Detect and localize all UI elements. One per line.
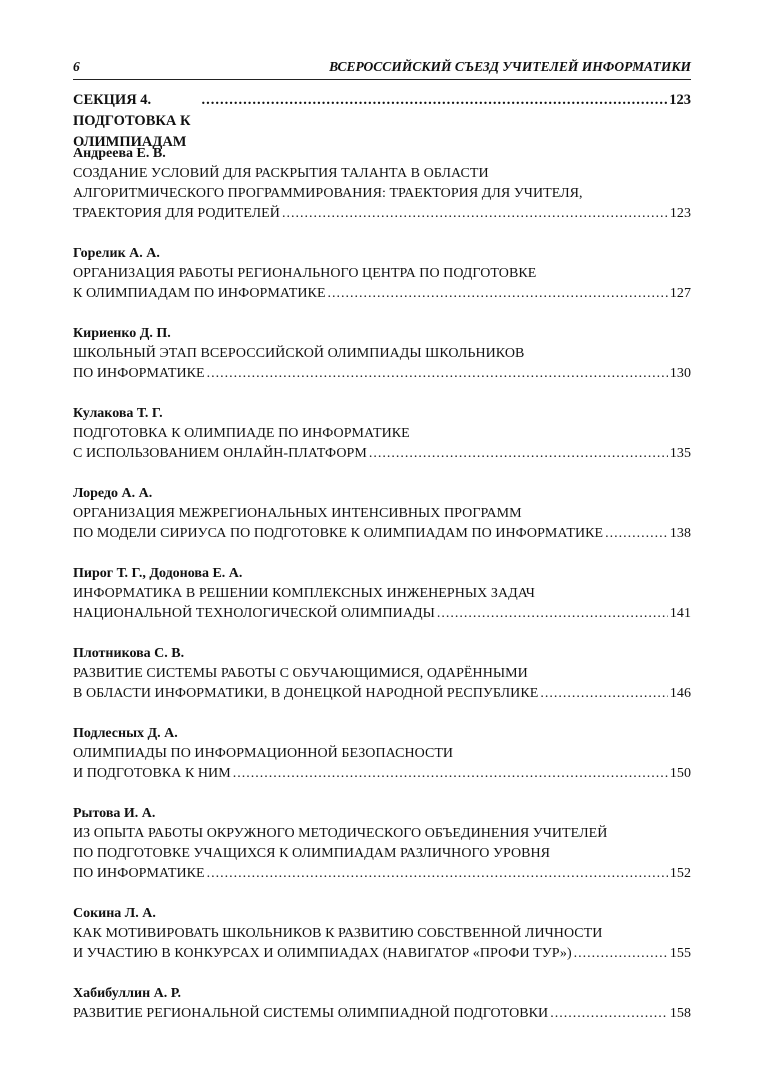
entry-title-text: РАЗВИТИЕ РЕГИОНАЛЬНОЙ СИСТЕМЫ ОЛИМПИАДНОЙ ПОДГОТОВКИ	[73, 1006, 549, 1021]
leader-dots	[282, 204, 668, 224]
section-heading	[73, 90, 691, 150]
leader-dots	[369, 444, 668, 464]
entry-author: Горелик А. А.	[73, 246, 160, 261]
leader-dots	[233, 764, 668, 784]
entry-title-line: ИЗ ОПЫТА РАБОТЫ ОКРУЖНОГО МЕТОДИЧЕСКОГО ОБЪЕДИНЕНИЯ УЧИТЕЛЕЙ	[73, 826, 608, 841]
entry-page: 158	[669, 1006, 691, 1021]
toc-entry	[73, 804, 691, 884]
entry-title-line: ИНФОРМАТИКА В РЕШЕНИИ КОМПЛЕКСНЫХ ИНЖЕНЕРНЫХ ЗАДАЧ	[73, 586, 535, 601]
entry-title-text: ПО ИНФОРМАТИКЕ	[73, 866, 205, 881]
leader-dots	[207, 364, 668, 384]
entry-title-text: НАЦИОНАЛЬНОЙ ТЕХНОЛОГИЧЕСКОЙ ОЛИМПИАДЫ	[73, 606, 435, 621]
entry-page: 155	[669, 946, 691, 961]
toc-entry	[73, 144, 691, 224]
section-page: 123	[669, 92, 691, 108]
entry-title-text: В ОБЛАСТИ ИНФОРМАТИКИ, В ДОНЕЦКОЙ НАРОДНОЙ РЕСПУБЛИКЕ	[73, 686, 539, 701]
entry-page: 138	[669, 526, 691, 541]
table-of-contents	[73, 90, 691, 1024]
entry-title-text: С ИСПОЛЬЗОВАНИЕМ ОНЛАЙН-ПЛАТФОРМ	[73, 446, 367, 461]
leader-dots	[207, 864, 668, 884]
running-header	[73, 59, 691, 79]
toc-entries	[73, 144, 691, 1024]
entry-page: 152	[669, 866, 691, 881]
section-title: СЕКЦИЯ 4. ПОДГОТОВКА К ОЛИМПИАДАМ	[73, 92, 191, 150]
toc-entry	[73, 484, 691, 544]
entry-title-last-line	[73, 364, 691, 384]
leader-dots	[605, 524, 668, 544]
entry-author: Хабибуллин А. Р.	[73, 986, 182, 1001]
entry-title-last-line	[73, 284, 691, 304]
entry-title-last-line	[73, 444, 691, 464]
toc-entry	[73, 724, 691, 784]
header-title: ВСЕРОССИЙСКИЙ СЪЕЗД УЧИТЕЛЕЙ ИНФОРМАТИКИ	[329, 59, 691, 74]
entry-page: 141	[669, 606, 691, 621]
entry-title-line: ОЛИМПИАДЫ ПО ИНФОРМАЦИОННОЙ БЕЗОПАСНОСТИ	[73, 746, 454, 761]
entry-author: Плотникова С. В.	[73, 646, 185, 661]
leader-dots	[574, 944, 668, 964]
entry-author: Кулакова Т. Г.	[73, 406, 163, 421]
entry-title-line: ОРГАНИЗАЦИЯ МЕЖРЕГИОНАЛЬНЫХ ИНТЕНСИВНЫХ ПРОГРАММ	[73, 506, 522, 521]
entry-author: Лоредо А. А.	[73, 486, 153, 501]
entry-title-text: ПО ИНФОРМАТИКЕ	[73, 366, 205, 381]
entry-title-line: ШКОЛЬНЫЙ ЭТАП ВСЕРОССИЙСКОЙ ОЛИМПИАДЫ ШКОЛЬНИКОВ	[73, 346, 525, 361]
entry-author: Сокина Л. А.	[73, 906, 156, 921]
entry-title-last-line	[73, 944, 691, 964]
entry-title-last-line	[73, 524, 691, 544]
toc-entry	[73, 904, 691, 964]
entry-title-text: И УЧАСТИЮ В КОНКУРСАХ И ОЛИМПИАДАХ (НАВИГАТОР «ПРОФИ ТУР»)	[73, 946, 572, 961]
entry-title-line: КАК МОТИВИРОВАТЬ ШКОЛЬНИКОВ К РАЗВИТИЮ СОБСТВЕННОЙ ЛИЧНОСТИ	[73, 926, 603, 941]
entry-title-line: ОРГАНИЗАЦИЯ РАБОТЫ РЕГИОНАЛЬНОГО ЦЕНТРА ПО ПОДГОТОВКЕ	[73, 266, 537, 281]
entry-title-text: И ПОДГОТОВКА К НИМ	[73, 766, 231, 781]
entry-title-last-line	[73, 764, 691, 784]
entry-title-line: ПОДГОТОВКА К ОЛИМПИАДЕ ПО ИНФОРМАТИКЕ	[73, 426, 410, 441]
entry-page: 135	[669, 446, 691, 461]
entry-title-line: ПО ПОДГОТОВКЕ УЧАЩИХСЯ К ОЛИМПИАДАМ РАЗЛИЧНОГО УРОВНЯ	[73, 846, 551, 861]
entry-author: Пирог Т. Г., Додонова Е. А.	[73, 566, 243, 581]
entry-title-line: АЛГОРИТМИЧЕСКОГО ПРОГРАММИРОВАНИЯ: ТРАЕКТОРИЯ ДЛЯ УЧИТЕЛЯ,	[73, 186, 583, 201]
entry-author: Рытова И. А.	[73, 806, 156, 821]
entry-title-last-line	[73, 864, 691, 884]
entry-title-line: СОЗДАНИЕ УСЛОВИЙ ДЛЯ РАСКРЫТИЯ ТАЛАНТА В ОБЛАСТИ	[73, 166, 489, 181]
entry-title-last-line	[73, 204, 691, 224]
entry-title-last-line	[73, 604, 691, 624]
header-rule	[73, 79, 691, 80]
entry-page: 146	[669, 686, 691, 701]
entry-title-line: РАЗВИТИЕ СИСТЕМЫ РАБОТЫ С ОБУЧАЮЩИМИСЯ, ОДАРЁННЫМИ	[73, 666, 528, 681]
leader-dots	[550, 1004, 668, 1024]
entry-title-text: К ОЛИМПИАДАМ ПО ИНФОРМАТИКЕ	[73, 286, 326, 301]
entry-author: Подлесных Д. А.	[73, 726, 178, 741]
toc-entry	[73, 404, 691, 464]
leader-dots	[328, 284, 668, 304]
header-page-number: 6	[73, 59, 80, 74]
entry-page: 150	[669, 766, 691, 781]
entry-author: Кириенко Д. П.	[73, 326, 171, 341]
entry-page: 130	[669, 366, 691, 381]
entry-page: 127	[669, 286, 691, 301]
leader-dots	[540, 684, 668, 704]
toc-entry	[73, 984, 691, 1024]
leader-dots	[437, 604, 668, 624]
leader-dots	[201, 90, 667, 111]
toc-entry	[73, 324, 691, 384]
entry-title-text: ПО МОДЕЛИ СИРИУСА ПО ПОДГОТОВКЕ К ОЛИМПИАДАМ ПО ИНФОРМАТИКЕ	[73, 526, 604, 541]
toc-entry	[73, 244, 691, 304]
entry-title-last-line	[73, 684, 691, 704]
entry-page: 123	[669, 206, 691, 221]
entry-author: Андреева Е. В.	[73, 146, 166, 161]
entry-title-text: ТРАЕКТОРИЯ ДЛЯ РОДИТЕЛЕЙ	[73, 206, 280, 221]
toc-entry	[73, 564, 691, 624]
toc-entry	[73, 644, 691, 704]
entry-title-last-line	[73, 1004, 691, 1024]
